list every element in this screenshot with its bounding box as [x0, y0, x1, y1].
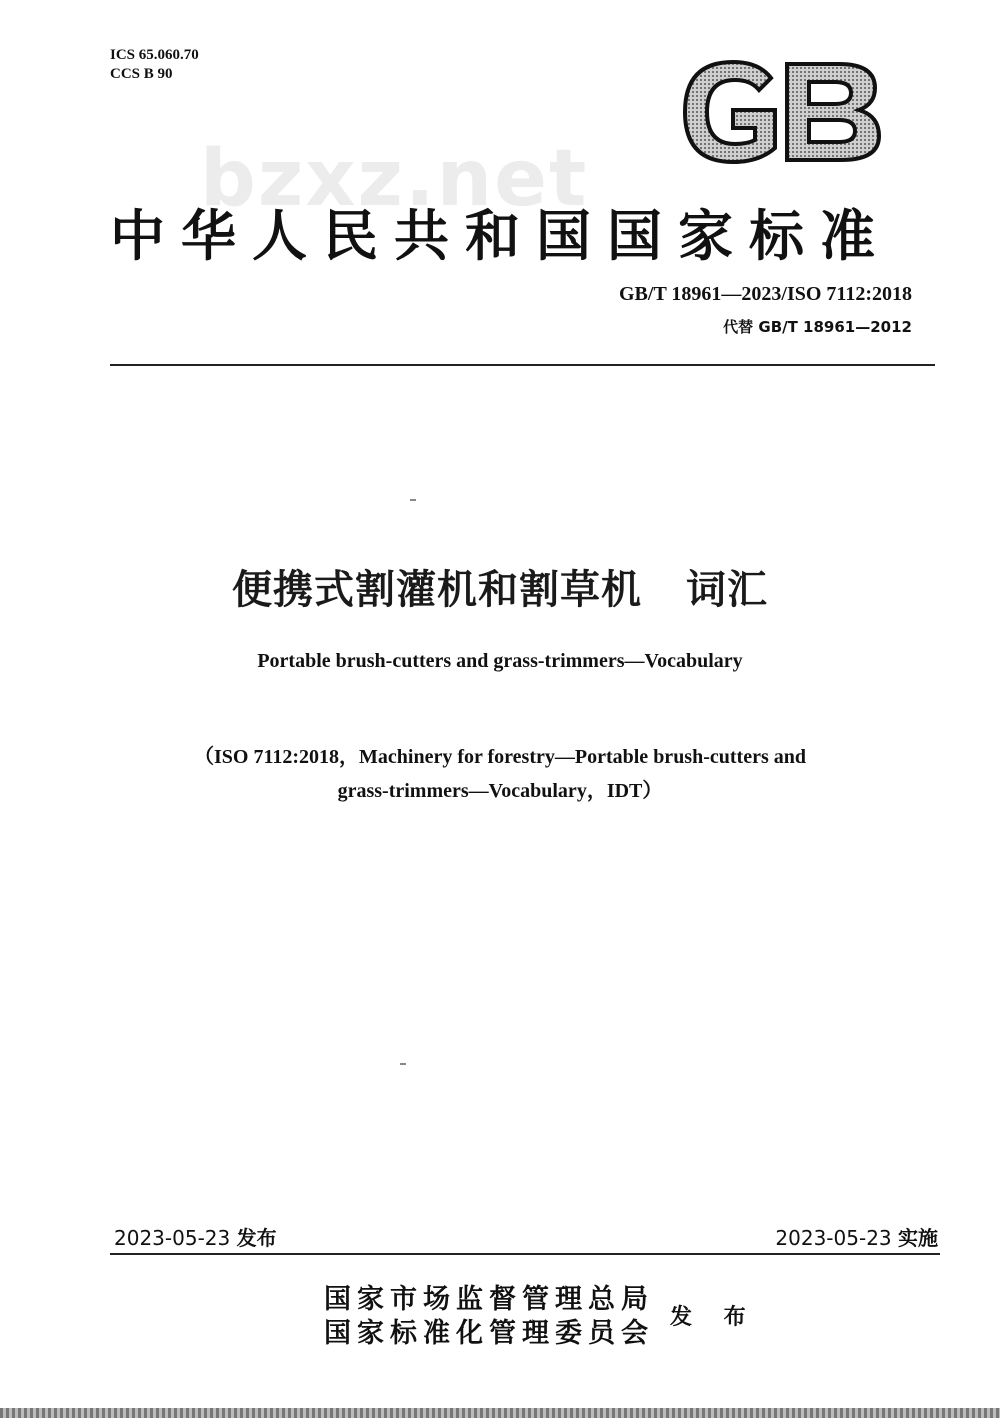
- issue-date-line: [114, 1222, 277, 1251]
- replaces-standard: 代替 GB/T 18961—2012: [723, 318, 912, 336]
- publisher-org-1: 国家市场监督管理总局: [324, 1284, 654, 1315]
- implement-date-line: [775, 1222, 938, 1251]
- publisher-org-2: 国家标准化管理委员会: [324, 1318, 654, 1349]
- title-zh-main: 便携式割灌机和割草机: [232, 567, 642, 613]
- footer-divider: [110, 1253, 940, 1255]
- speck: [400, 1063, 406, 1065]
- implement-label: 实施: [898, 1226, 938, 1250]
- iso-reference-line1: （ISO 7112:2018，Machinery for forestry—Portable brush-cutters and: [194, 746, 806, 768]
- ics-code: ICS 65.060.70: [110, 47, 199, 63]
- document-title-zh: [0, 558, 1000, 615]
- standard-number: GB/T 18961—2023/ISO 7112:2018: [618, 283, 912, 305]
- publishing-organizations: [324, 1283, 654, 1351]
- gb-logo: [679, 58, 883, 166]
- national-standard-title: 中华人民共和国国家标准: [110, 203, 892, 268]
- document-title-en: Portable brush-cutters and grass-trimmers—Vocabulary: [257, 650, 743, 672]
- issue-label: 发布: [236, 1226, 277, 1250]
- implement-date: 2023-05-23: [775, 1226, 892, 1250]
- scan-edge: [0, 1408, 1000, 1418]
- issue-date: 2023-05-23: [114, 1226, 231, 1250]
- classification-codes: [110, 46, 199, 84]
- watermark: bzxz.net: [200, 134, 589, 224]
- iso-reference-line2: grass-trimmers—Vocabulary，IDT）: [337, 780, 663, 802]
- iso-reference: [0, 740, 1000, 808]
- speck: [410, 499, 416, 501]
- title-zh-sub: 词汇: [686, 567, 768, 613]
- header-divider: [110, 364, 935, 366]
- publish-label: 发 布: [670, 1304, 758, 1330]
- ccs-code: CCS B 90: [110, 66, 173, 82]
